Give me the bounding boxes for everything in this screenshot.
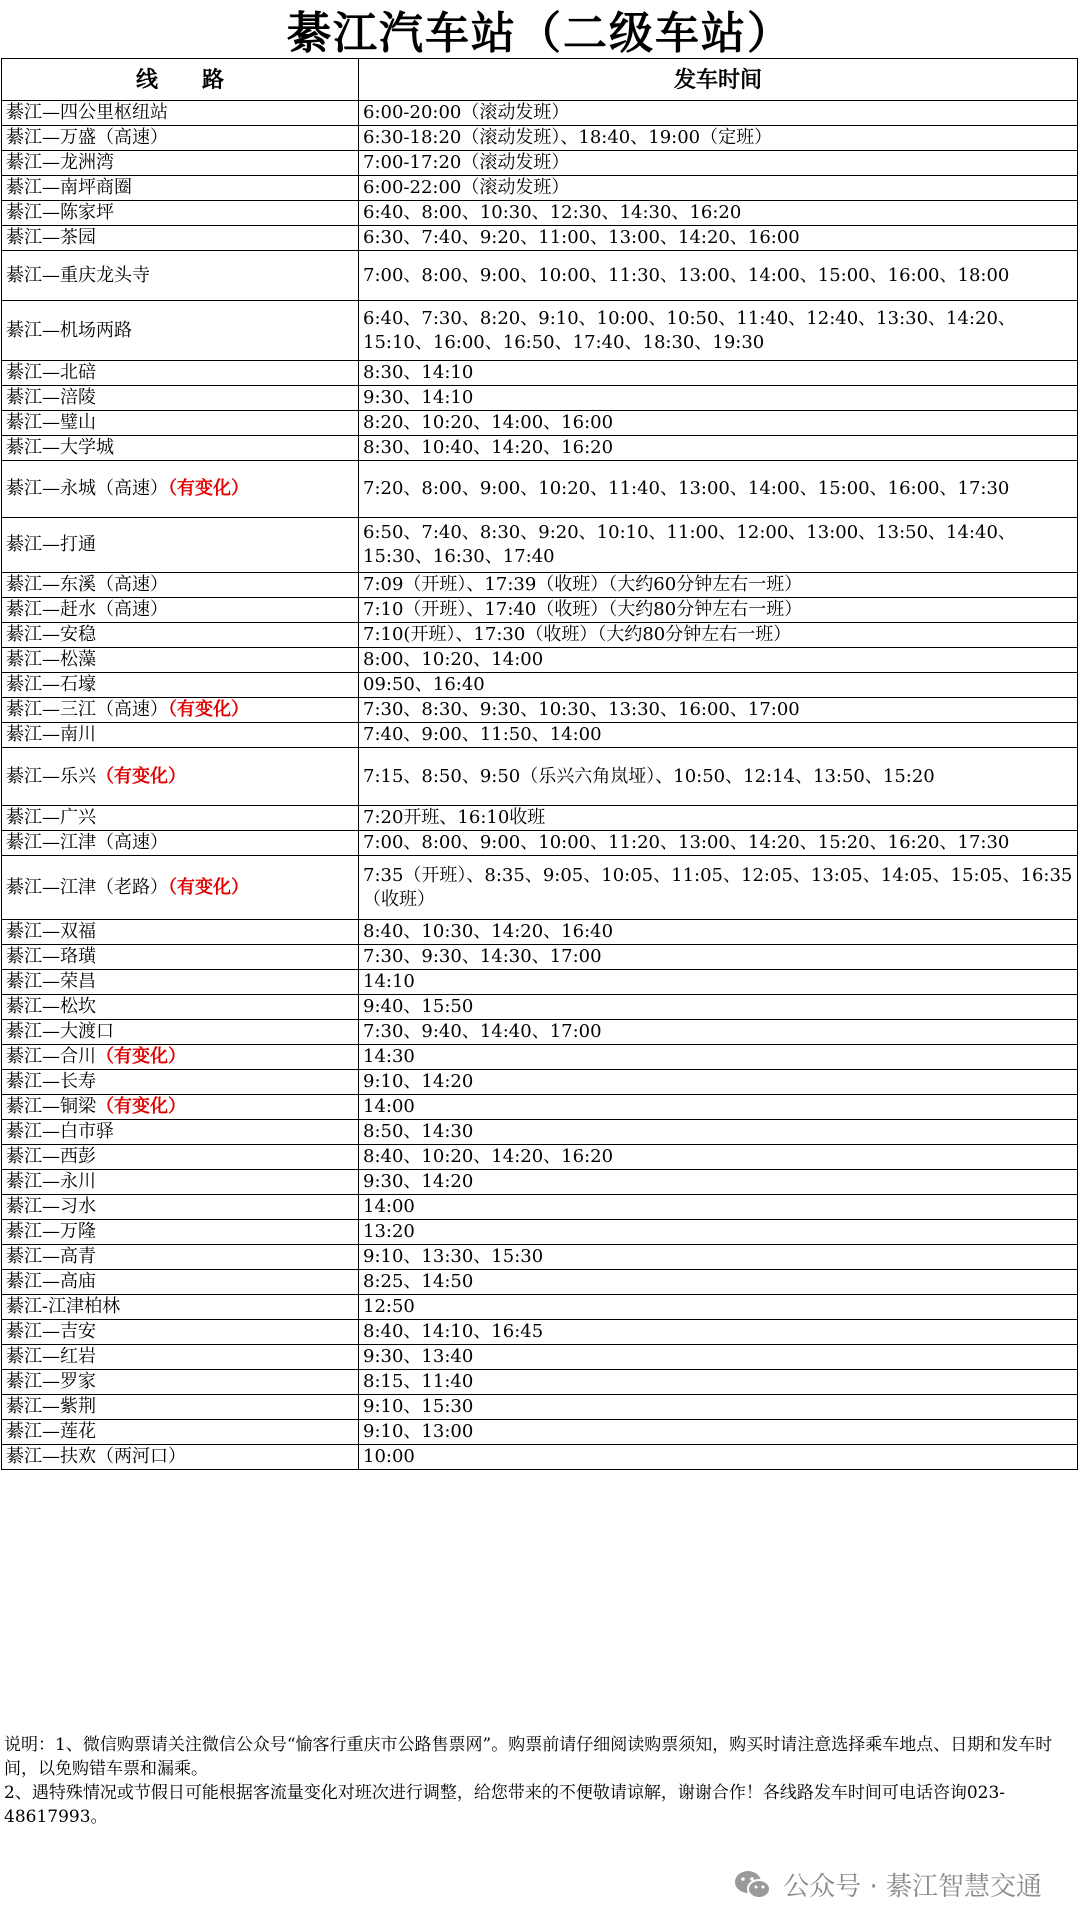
route-name: 綦江—江津（高速） bbox=[6, 832, 168, 853]
table-row bbox=[2, 1420, 1078, 1445]
route-cell bbox=[2, 251, 359, 301]
route-cell bbox=[2, 1120, 359, 1145]
route-name: 綦江—乐兴 bbox=[6, 765, 96, 787]
table-row bbox=[2, 920, 1078, 945]
route-name: 綦江—红岩 bbox=[6, 1346, 96, 1367]
table-row bbox=[2, 748, 1078, 806]
route-cell bbox=[2, 945, 359, 970]
table-row bbox=[2, 945, 1078, 970]
table-row bbox=[2, 598, 1078, 623]
departure-time-cell: 8:20、10:20、14:00、16:00 bbox=[359, 411, 1078, 436]
route-name: 綦江—铜梁 bbox=[6, 1096, 96, 1117]
route-cell bbox=[2, 920, 359, 945]
table-row bbox=[2, 648, 1078, 673]
departure-time-cell: 9:10、13:00 bbox=[359, 1420, 1078, 1445]
departure-time-cell: 7:20、8:00、9:00、10:20、11:40、13:00、14:00、15:00、16:00、17:30 bbox=[359, 461, 1078, 518]
change-note: （有变化） bbox=[96, 1046, 186, 1067]
route-name: 綦江—白市驿 bbox=[6, 1121, 114, 1142]
route-cell bbox=[2, 1145, 359, 1170]
table-row bbox=[2, 1045, 1078, 1070]
route-name: 綦江—永城（高速） bbox=[6, 478, 168, 499]
route-column-header: 线 路 bbox=[2, 59, 359, 101]
departure-time-cell: 6:40、7:30、8:20、9:10、10:00、10:50、11:40、12:40、13:30、14:20、15:10、16:00、16:50、17:40、18:30、19:30 bbox=[359, 301, 1078, 361]
route-name: 綦江—广兴 bbox=[6, 807, 96, 828]
change-note: （有变化） bbox=[168, 876, 249, 898]
route-name: 綦江—江津（老路） bbox=[6, 876, 168, 898]
route-cell bbox=[2, 461, 359, 518]
departure-time-cell: 6:00-22:00（滚动发班） bbox=[359, 176, 1078, 201]
departure-time-cell: 6:30-18:20（滚动发班）、18:40、19:00（定班） bbox=[359, 126, 1078, 151]
time-column-header: 发车时间 bbox=[359, 59, 1078, 101]
departure-time-cell: 7:00-17:20（滚动发班） bbox=[359, 151, 1078, 176]
route-name: 綦江—龙洲湾 bbox=[6, 152, 114, 173]
route-name: 綦江—习水 bbox=[6, 1196, 96, 1217]
route-cell bbox=[2, 598, 359, 623]
route-cell bbox=[2, 1320, 359, 1345]
table-row bbox=[2, 673, 1078, 698]
table-row bbox=[2, 436, 1078, 461]
departure-time-cell: 8:15、11:40 bbox=[359, 1370, 1078, 1395]
departure-time-cell: 14:30 bbox=[359, 1045, 1078, 1070]
route-cell bbox=[2, 151, 359, 176]
table-row bbox=[2, 856, 1078, 920]
departure-time-cell: 7:20开班、16:10收班 bbox=[359, 806, 1078, 831]
departure-time-cell: 9:30、14:20 bbox=[359, 1170, 1078, 1195]
table-row bbox=[2, 1020, 1078, 1045]
route-cell bbox=[2, 1395, 359, 1420]
route-cell bbox=[2, 698, 359, 723]
route-cell bbox=[2, 1220, 359, 1245]
route-name: 綦江—万盛（高速） bbox=[6, 127, 168, 148]
departure-time-cell: 7:30、9:30、14:30、17:00 bbox=[359, 945, 1078, 970]
departure-time-cell: 14:10 bbox=[359, 970, 1078, 995]
schedule-table bbox=[1, 58, 1078, 1470]
footnote-2: 2、遇特殊情况或节假日可能根据客流量变化对班次进行调整，给您带来的不便敬请谅解，谢谢合作！各线路发车时间可电话咨询023-48617993。 bbox=[4, 1783, 1006, 1827]
table-row bbox=[2, 411, 1078, 436]
departure-time-cell: 10:00 bbox=[359, 1445, 1078, 1470]
route-cell bbox=[2, 1170, 359, 1195]
route-cell bbox=[2, 1445, 359, 1470]
route-name: 綦江—璧山 bbox=[6, 412, 96, 433]
departure-time-cell: 6:00-20:00（滚动发班） bbox=[359, 101, 1078, 126]
table-row bbox=[2, 1345, 1078, 1370]
table-row bbox=[2, 126, 1078, 151]
route-cell bbox=[2, 176, 359, 201]
table-row bbox=[2, 301, 1078, 361]
table-row bbox=[2, 101, 1078, 126]
table-row bbox=[2, 1195, 1078, 1220]
departure-time-cell: 14:00 bbox=[359, 1095, 1078, 1120]
departure-time-cell: 6:40、8:00、10:30、12:30、14:30、16:20 bbox=[359, 201, 1078, 226]
table-row bbox=[2, 1370, 1078, 1395]
footnote-1: 说明：1、微信购票请关注微信公众号“愉客行重庆市公路售票网”。购票前请仔细阅读购票须知，购买时请注意选择乘车地点、日期和发车时间，以免购错车票和漏乘。 bbox=[4, 1735, 1053, 1779]
route-name: 綦江—万隆 bbox=[6, 1221, 96, 1242]
route-cell bbox=[2, 1345, 359, 1370]
route-name: 綦江—西彭 bbox=[6, 1146, 96, 1167]
table-row bbox=[2, 518, 1078, 573]
departure-time-cell: 9:10、15:30 bbox=[359, 1395, 1078, 1420]
departure-time-cell: 7:00、8:00、9:00、10:00、11:30、13:00、14:00、15:00、16:00、18:00 bbox=[359, 251, 1078, 301]
route-name: 綦江—三江（高速） bbox=[6, 699, 168, 720]
route-name: 綦江—紫荆 bbox=[6, 1396, 96, 1417]
route-name: 綦江—重庆龙头寺 bbox=[6, 264, 150, 286]
route-name: 綦江—大学城 bbox=[6, 437, 114, 458]
departure-time-cell: 8:00、10:20、14:00 bbox=[359, 648, 1078, 673]
table-row bbox=[2, 176, 1078, 201]
route-cell bbox=[2, 1095, 359, 1120]
route-cell bbox=[2, 1195, 359, 1220]
departure-time-cell: 14:00 bbox=[359, 1195, 1078, 1220]
route-name: 綦江—大渡口 bbox=[6, 1021, 114, 1042]
route-cell bbox=[2, 1295, 359, 1320]
departure-time-cell: 7:10(开班）、17:30（收班）（大约80分钟左右一班） bbox=[359, 623, 1078, 648]
table-row bbox=[2, 1270, 1078, 1295]
route-name: 綦江—赶水（高速） bbox=[6, 599, 168, 620]
departure-time-cell: 9:40、15:50 bbox=[359, 995, 1078, 1020]
route-name: 綦江—陈家坪 bbox=[6, 202, 114, 223]
table-row bbox=[2, 806, 1078, 831]
route-name: 綦江—吉安 bbox=[6, 1321, 96, 1342]
route-name: 綦江—高青 bbox=[6, 1246, 96, 1267]
table-row bbox=[2, 1320, 1078, 1345]
table-row bbox=[2, 151, 1078, 176]
table-row bbox=[2, 1295, 1078, 1320]
route-name: 綦江—莲花 bbox=[6, 1421, 96, 1442]
table-row bbox=[2, 1120, 1078, 1145]
route-cell bbox=[2, 126, 359, 151]
departure-time-cell: 9:10、13:30、15:30 bbox=[359, 1245, 1078, 1270]
route-cell bbox=[2, 1370, 359, 1395]
route-name: 綦江—高庙 bbox=[6, 1271, 96, 1292]
table-row bbox=[2, 1395, 1078, 1420]
route-name: 綦江—松藻 bbox=[6, 649, 96, 670]
route-cell bbox=[2, 411, 359, 436]
table-row bbox=[2, 623, 1078, 648]
departure-time-cell: 8:40、14:10、16:45 bbox=[359, 1320, 1078, 1345]
route-cell bbox=[2, 361, 359, 386]
table-row bbox=[2, 386, 1078, 411]
route-cell bbox=[2, 301, 359, 361]
departure-time-cell: 7:00、8:00、9:00、10:00、11:20、13:00、14:20、15:20、16:20、17:30 bbox=[359, 831, 1078, 856]
departure-time-cell: 12:50 bbox=[359, 1295, 1078, 1320]
route-cell bbox=[2, 673, 359, 698]
route-cell bbox=[2, 748, 359, 806]
departure-time-cell: 7:30、8:30、9:30、10:30、13:30、16:00、17:00 bbox=[359, 698, 1078, 723]
departure-time-cell: 7:40、9:00、11:50、14:00 bbox=[359, 723, 1078, 748]
table-row bbox=[2, 1220, 1078, 1245]
change-note: （有变化） bbox=[168, 478, 249, 499]
departure-time-cell: 7:35（开班）、8:35、9:05、10:05、11:05、12:05、13:05、14:05、15:05、16:35（收班） bbox=[359, 856, 1078, 920]
route-name: 綦江—松坎 bbox=[6, 996, 96, 1017]
route-name: 綦江—涪陵 bbox=[6, 387, 96, 408]
change-note: （有变化） bbox=[96, 1096, 186, 1117]
wechat-icon bbox=[733, 1868, 773, 1902]
page-title: 綦江汽车站（二级车站） bbox=[287, 8, 793, 59]
table-row bbox=[2, 723, 1078, 748]
table-row bbox=[2, 251, 1078, 301]
route-cell bbox=[2, 1420, 359, 1445]
route-cell bbox=[2, 806, 359, 831]
route-name: 綦江—安稳 bbox=[6, 624, 96, 645]
table-row bbox=[2, 1070, 1078, 1095]
departure-time-cell: 8:25、14:50 bbox=[359, 1270, 1078, 1295]
route-cell bbox=[2, 101, 359, 126]
table-row bbox=[2, 831, 1078, 856]
route-cell bbox=[2, 386, 359, 411]
departure-time-cell: 8:30、10:40、14:20、16:20 bbox=[359, 436, 1078, 461]
route-name: 綦江—石壕 bbox=[6, 674, 96, 695]
change-note: （有变化） bbox=[168, 699, 249, 720]
route-cell bbox=[2, 723, 359, 748]
route-cell bbox=[2, 831, 359, 856]
table-row bbox=[2, 970, 1078, 995]
route-name: 綦江—双福 bbox=[6, 921, 96, 942]
table-row bbox=[2, 201, 1078, 226]
departure-time-cell: 7:09（开班）、17:39（收班）（大约60分钟左右一班） bbox=[359, 573, 1078, 598]
route-cell bbox=[2, 1020, 359, 1045]
route-name: 綦江—东溪（高速） bbox=[6, 574, 168, 595]
route-cell bbox=[2, 1070, 359, 1095]
watermark bbox=[733, 1866, 1042, 1903]
departure-time-cell: 09:50、16:40 bbox=[359, 673, 1078, 698]
route-cell bbox=[2, 995, 359, 1020]
route-name: 綦江—珞璜 bbox=[6, 946, 96, 967]
departure-time-cell: 13:20 bbox=[359, 1220, 1078, 1245]
route-name: 綦江—罗家 bbox=[6, 1371, 96, 1392]
table-row bbox=[2, 1095, 1078, 1120]
route-cell bbox=[2, 856, 359, 920]
route-cell bbox=[2, 1270, 359, 1295]
table-row bbox=[2, 1170, 1078, 1195]
route-name: 綦江—四公里枢纽站 bbox=[6, 102, 168, 123]
watermark-text: 公众号 · 綦江智慧交通 bbox=[783, 1872, 1042, 1902]
route-name: 綦江—荣昌 bbox=[6, 971, 96, 992]
departure-time-cell: 7:30、9:40、14:40、17:00 bbox=[359, 1020, 1078, 1045]
departure-time-cell: 9:30、13:40 bbox=[359, 1345, 1078, 1370]
route-name: 綦江—合川 bbox=[6, 1046, 96, 1067]
departure-time-cell: 6:30、7:40、9:20、11:00、13:00、14:20、16:00 bbox=[359, 226, 1078, 251]
route-name: 綦江—北碚 bbox=[6, 362, 96, 383]
route-name: 綦江—机场两路 bbox=[6, 319, 132, 341]
route-cell bbox=[2, 1045, 359, 1070]
change-note: （有变化） bbox=[96, 765, 186, 787]
route-name: 綦江—长寿 bbox=[6, 1071, 96, 1092]
route-name: 綦江—永川 bbox=[6, 1171, 96, 1192]
table-row bbox=[2, 995, 1078, 1020]
table-row bbox=[2, 1245, 1078, 1270]
table-row bbox=[2, 361, 1078, 386]
route-cell bbox=[2, 648, 359, 673]
route-cell bbox=[2, 436, 359, 461]
route-cell bbox=[2, 1245, 359, 1270]
table-row bbox=[2, 461, 1078, 518]
departure-time-cell: 8:30、14:10 bbox=[359, 361, 1078, 386]
departure-time-cell: 8:50、14:30 bbox=[359, 1120, 1078, 1145]
footnotes bbox=[4, 1733, 1074, 1829]
route-name: 綦江—扶欢（两河口） bbox=[6, 1446, 186, 1467]
departure-time-cell: 8:40、10:30、14:20、16:40 bbox=[359, 920, 1078, 945]
route-cell bbox=[2, 201, 359, 226]
route-cell bbox=[2, 970, 359, 995]
departure-time-cell: 7:10（开班）、17:40（收班）（大约80分钟左右一班） bbox=[359, 598, 1078, 623]
route-cell bbox=[2, 623, 359, 648]
table-row bbox=[2, 226, 1078, 251]
table-row bbox=[2, 1145, 1078, 1170]
route-name: 綦江—南坪商圈 bbox=[6, 177, 132, 198]
table-row bbox=[2, 573, 1078, 598]
departure-time-cell: 8:40、10:20、14:20、16:20 bbox=[359, 1145, 1078, 1170]
table-row bbox=[2, 698, 1078, 723]
departure-time-cell: 6:50、7:40、8:30、9:20、10:10、11:00、12:00、13:00、13:50、14:40、15:30、16:30、17:40 bbox=[359, 518, 1078, 573]
route-name: 綦江-江津柏林 bbox=[6, 1296, 121, 1317]
departure-time-cell: 9:30、14:10 bbox=[359, 386, 1078, 411]
departure-time-cell: 7:15、8:50、9:50（乐兴六角岚垭）、10:50、12:14、13:50、15:20 bbox=[359, 748, 1078, 806]
departure-time-cell: 9:10、14:20 bbox=[359, 1070, 1078, 1095]
table-row bbox=[2, 1445, 1078, 1470]
route-name: 綦江—茶园 bbox=[6, 227, 96, 248]
route-cell bbox=[2, 573, 359, 598]
route-name: 綦江—打通 bbox=[6, 534, 96, 555]
route-cell bbox=[2, 518, 359, 573]
route-name: 綦江—南川 bbox=[6, 724, 96, 745]
table-header-row bbox=[2, 59, 1078, 101]
route-cell bbox=[2, 226, 359, 251]
